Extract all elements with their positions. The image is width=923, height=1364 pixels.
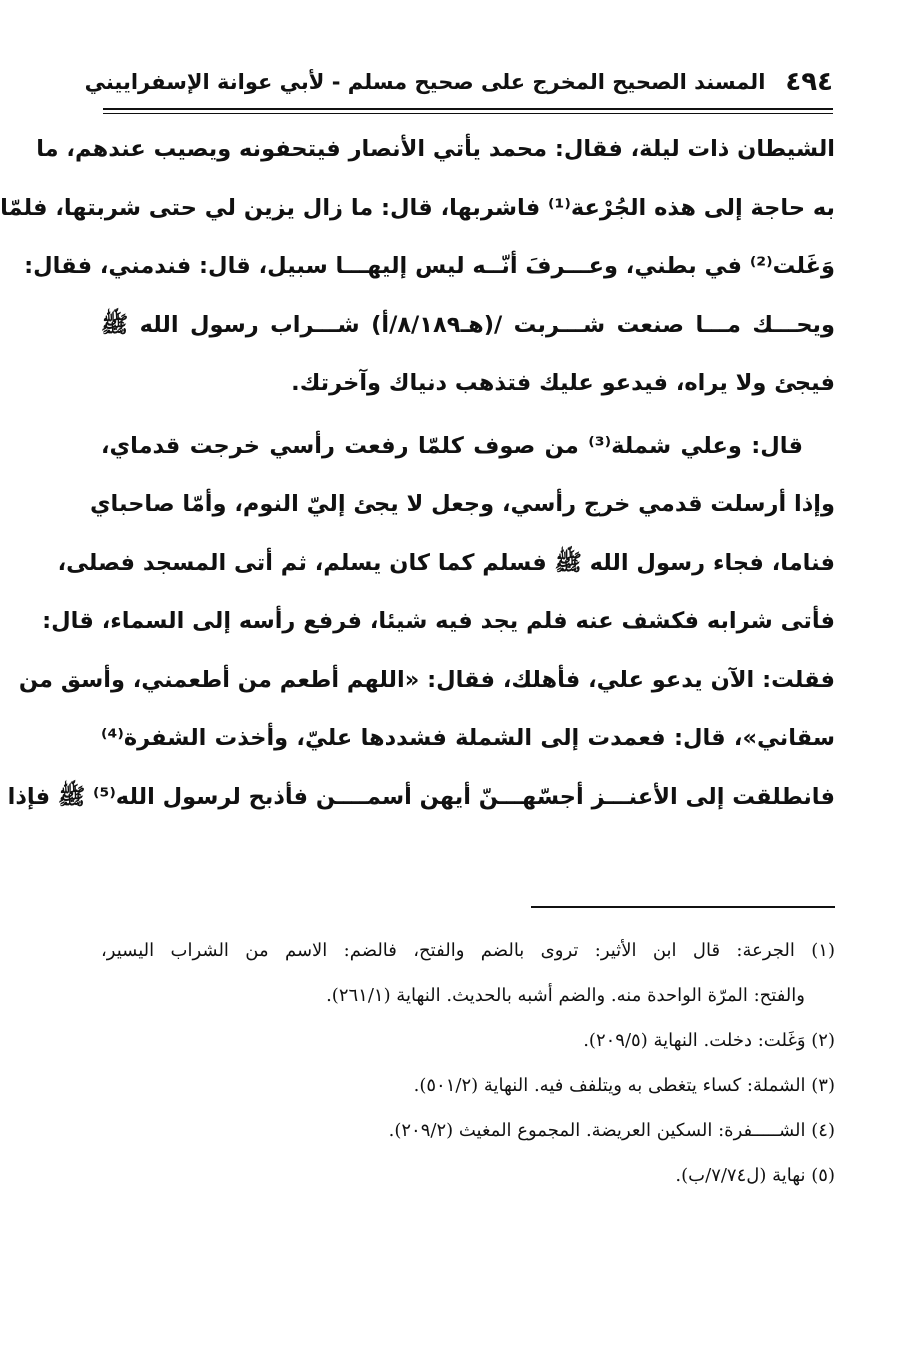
body-line: فانطلقت إلى الأعنـــز أجسّهـــنّ أيهن أسمــــن فأذبح لرسول الله⁽⁵⁾ ﷺ فإذا — [7, 783, 835, 810]
footnote-line: (٢) وَغَلت: دخلت. النهاية (٢٠٩/٥). — [583, 1030, 835, 1051]
running-title: المسند الصحيح المخرج على صحيح مسلم - لأبي عوانة الإسفراييني — [84, 70, 766, 94]
footnote-line: والفتح: المرّة الواحدة منه. والضم أشبه بالحديث. النهاية (٢٦١/١). — [326, 985, 805, 1006]
header-rule-thin — [103, 113, 833, 114]
body-line: فناما، فجاء رسول الله ﷺ فسلم كما كان يسلم، ثم أتى المسجد فصلى، — [57, 549, 835, 576]
body-line: به حاجة إلى هذه الجُرْعة⁽¹⁾ فاشربها، قال: ما زال يزين لي حتى شربتها، فلمّا — [0, 194, 835, 221]
main-text — [0, 120, 835, 826]
body-line: قال: وعلي شملة⁽³⁾ من صوف كلمّا رفعت رأسي خرجت قدماي، — [101, 432, 803, 459]
body-line: الشيطان ذات ليلة، فقال: محمد يأتي الأنصار فيتحفونه ويصيب عندهم، ما — [36, 136, 835, 162]
footnote-line: (١) الجرعة: قال ابن الأثير: تروى بالضم والفتح، فالضم: الاسم من الشراب اليسير، — [101, 940, 835, 961]
footnote-line: (٤) الشـــــفرة: السكين العريضة. المجموع المغيث (٢٠٩/٢). — [388, 1120, 835, 1141]
body-line: سقاني»، قال: فعمدت إلى الشملة فشددها عليّ، وأخذت الشفرة⁽⁴⁾ — [101, 725, 835, 751]
body-line: وإذا أرسلت قدمي خرج رأسي، وجعل لا يجئ إليّ النوم، وأمّا صاحباي — [89, 491, 835, 517]
footnote-line: (٣) الشملة: كساء يتغطى به ويتلفف فيه. النهاية (٥٠١/٢). — [413, 1075, 835, 1096]
body-line: فأتى شرابه فكشف عنه فلم يجد فيه شيئا، فرفع رأسه إلى السماء، قال: — [42, 608, 835, 634]
footnote-separator — [531, 906, 835, 908]
footnote-line: (٥) نهاية (ل٧/٧٤/ب). — [675, 1165, 835, 1186]
header-rule — [103, 108, 833, 110]
page-number: ٤٩٤ — [785, 67, 833, 97]
body-line: فقلت: الآن يدعو علي، فأهلك، فقال: «اللهم أطعم من أطعمني، وأسق من — [18, 666, 835, 693]
body-line: وَغَلت⁽²⁾ في بطني، وعـــرفَ أنّــه ليس إليهـــا سبيل، قال: فندمني، فقال: — [24, 253, 835, 279]
body-line: فيجئ ولا يراه، فيدعو عليك فتذهب دنياك وآخرتك. — [291, 370, 835, 396]
footnotes — [101, 928, 835, 1198]
body-line: ويحـــك مـــا صنعت شـــربت /(هـ٨/١٨٩/أ) شـــراب رسول الله ﷺ — [101, 311, 835, 338]
page-header — [84, 58, 833, 106]
